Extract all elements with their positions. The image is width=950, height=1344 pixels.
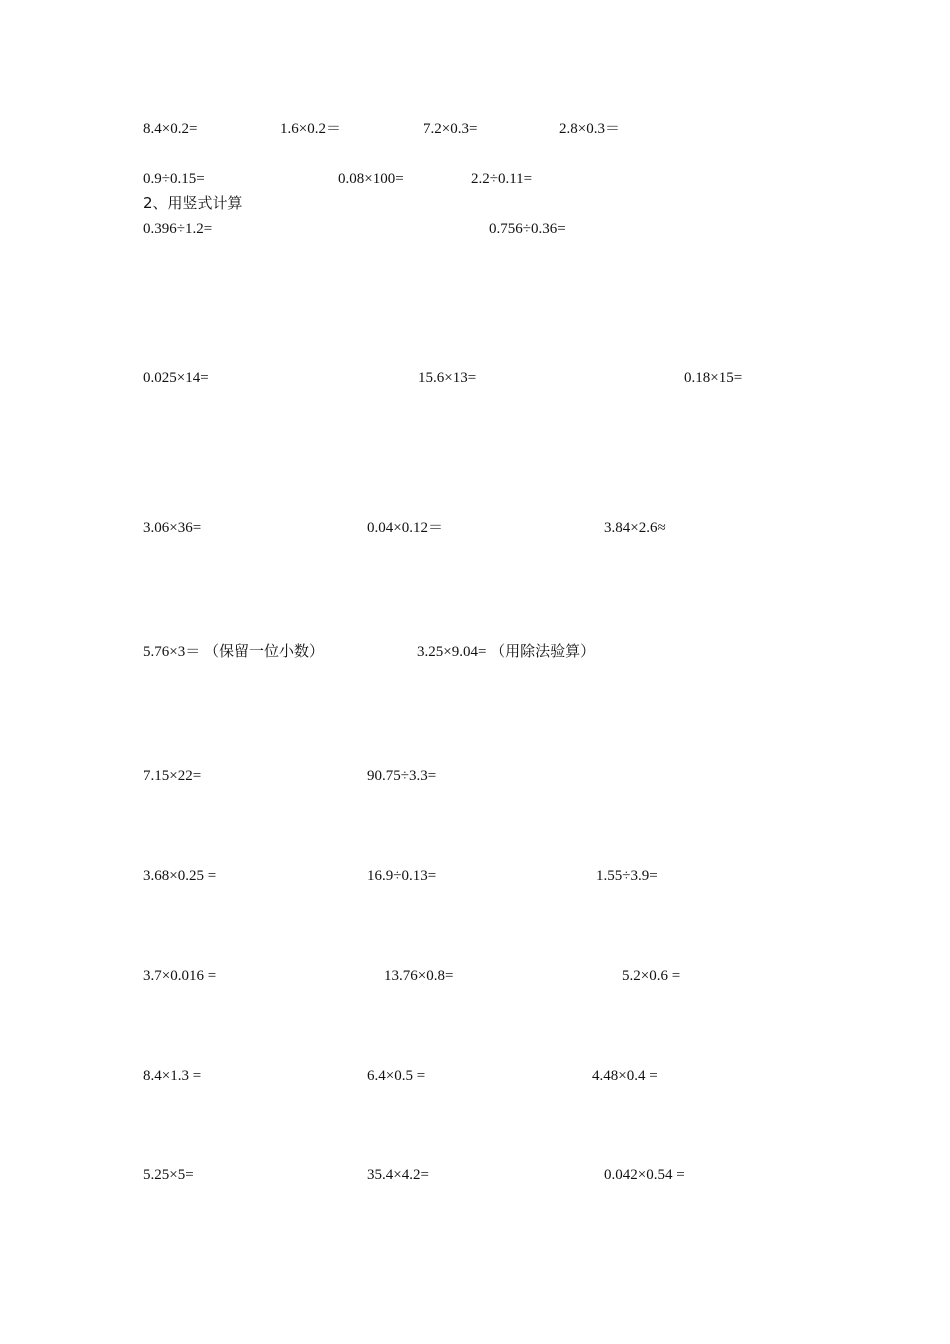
problem-text: 6.4×0.5 = [367,1068,426,1084]
problem-text: 35.4×4.2= [367,1167,429,1183]
problem-text: 0.756÷0.36= [489,221,566,237]
problem-text: 8.4×0.2= [143,121,198,137]
problem-text: 2.2÷0.11= [471,171,533,187]
section-heading: 2、用竖式计算 [143,194,243,212]
problem-text: 3.06×36= [143,520,202,536]
problem-text: 13.76×0.8= [384,968,454,984]
problem-text: 0.042×0.54 = [604,1167,685,1183]
problem-text: 90.75÷3.3= [367,768,437,784]
problem-text: 2.8×0.3＝ [559,121,620,137]
problem-text: 5.25×5= [143,1167,194,1183]
problem-text: 1.6×0.2＝ [280,121,341,137]
problem-text: 16.9÷0.13= [367,868,437,884]
problem-text: 0.18×15= [684,370,743,386]
problem-text: 0.9÷0.15= [143,171,205,187]
problem-text: 7.15×22= [143,768,202,784]
problem-text: 7.2×0.3= [423,121,478,137]
problem-text: 3.25×9.04= （用除法验算） [417,644,596,660]
problem-text: 3.68×0.25 = [143,868,217,884]
problem-text: 5.76×3＝ （保留一位小数） [143,644,324,660]
problem-text: 4.48×0.4 = [592,1068,658,1084]
problem-text: 0.08×100= [338,171,404,187]
problem-text: 8.4×1.3 = [143,1068,202,1084]
problem-text: 1.55÷3.9= [596,868,658,884]
problem-text: 0.025×14= [143,370,209,386]
problem-text: 0.396÷1.2= [143,221,213,237]
problem-text: 3.7×0.016 = [143,968,217,984]
problem-text: 5.2×0.6 = [622,968,681,984]
problem-text: 0.04×0.12＝ [367,520,443,536]
problem-text: 15.6×13= [418,370,477,386]
problem-text: 3.84×2.6≈ [604,520,666,536]
